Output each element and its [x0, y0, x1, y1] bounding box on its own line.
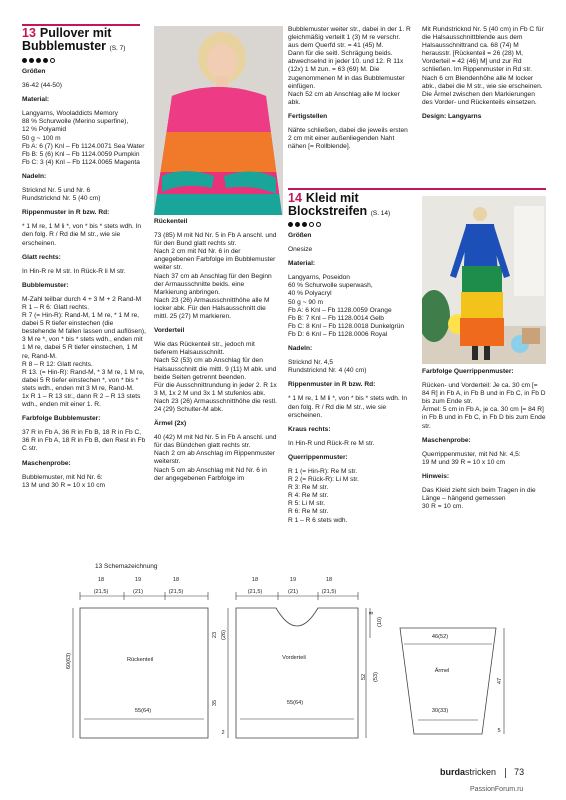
section-heading: Kraus rechts: — [288, 425, 331, 433]
pattern-13-title-line1: Pullover mit — [39, 26, 112, 40]
section-heading: Rückenteil — [154, 218, 188, 225]
front-top-left-2: (21,5) — [247, 589, 263, 595]
back-bottom: 55(64) — [134, 708, 152, 714]
difficulty-dot — [43, 58, 48, 63]
sleeve-height: 47 — [497, 677, 503, 685]
front-total-2: (53) — [373, 672, 379, 682]
instruction-text: R 1 (= Hin-R): Re M str. R 2 (= Rück-R): Li M str. R 3: Re M str. R 4: Re M str. R 5: Li M str. R 6: Re M str. R 1 – R 6 stets wdh. — [288, 467, 359, 524]
difficulty-dot — [288, 222, 293, 227]
pullover-photo — [154, 26, 283, 215]
instruction-text: In Hin-R und Rück-R re M str. — [288, 439, 375, 447]
front-top-mid-2: (21) — [288, 589, 298, 595]
section-heading: Material: — [22, 96, 50, 104]
instruction-text: 40 (42) M mit Nd Nr. 5 in Fb A anschl. und für das Bündchen glatt rechts str. Nach 2 cm ab Anschlag im Rippenmuster weiterstr. Nach 5 cm ab Anschlag mit Nd Nr. 6 in der angegebenen Farbfolge im — [154, 434, 277, 482]
pullover-column-3 — [288, 26, 412, 157]
front-top-left: 18 — [251, 577, 259, 583]
page-footer — [440, 767, 524, 778]
section-heading: Farbfolge Bubblemuster: — [22, 415, 101, 423]
difficulty-dot — [29, 58, 34, 63]
front-bottom: 55(64) — [286, 700, 304, 706]
section-heading: Maschenprobe: — [422, 436, 471, 444]
section-heading: Größen — [22, 68, 46, 75]
section-heading: Farbfolge Querrippenmuster: — [422, 368, 514, 375]
instruction-text: * 1 M re, 1 M li *, von * bis * stets wdh. In den folg. R / Rd die M str., wie sie erscheinen. — [288, 395, 408, 419]
front-armhole: 23 — [212, 631, 218, 639]
pattern-14-page-ref: (S. 14) — [370, 210, 391, 217]
pattern-14-title-line2: Blockstreifen — [288, 204, 368, 218]
back-top-left-2: (21,5) — [93, 589, 109, 595]
pattern-13-page-ref: (S. 7) — [109, 45, 126, 52]
section-heading: Nadeln: — [288, 345, 313, 353]
pullover-column-1 — [22, 68, 146, 496]
difficulty-rating-14 — [288, 222, 321, 227]
difficulty-dot — [316, 222, 321, 227]
difficulty-dot — [302, 222, 307, 227]
watermark-text: PassionForum.ru — [470, 786, 524, 793]
difficulty-dot — [309, 222, 314, 227]
front-side: 35 — [212, 699, 218, 707]
back-top-right: 18 — [172, 577, 180, 583]
back-top-left: 18 — [97, 577, 105, 583]
back-top-right-2: (21,5) — [168, 589, 184, 595]
front-total: 52 — [361, 673, 367, 681]
section-heading: Rippenmuster in R bzw. Rd: — [22, 209, 110, 217]
back-top-mid: 19 — [134, 577, 142, 583]
front-armhole-2: (26) — [221, 630, 227, 640]
back-top-mid-2: (21) — [133, 589, 143, 595]
instruction-text: Mit Rundstricknd Nr. 5 (40 cm) in Fb C für die Halsausschnittblende aus dem Halsausschnittrand ca. 68 (74) M herausstr. [Rückenteil = 26 (28) M, Vorderteil = 42 (46) M] und zur Rd schließen. Im Rippenmuster in Rd str. Nach 6 cm Blendenhöhe alle M locker abk., dabei die M str., wie sie erscheinen. Die Ärmel zwischen den Markierungen des Vorder- und Rückenteils einsetzen. — [422, 26, 544, 106]
instruction-text: Onesize — [288, 246, 313, 254]
instruction-text: Das Kleid zieht sich beim Tragen in die Länge – hängend gemessen 30 R = 10 cm. — [422, 487, 536, 511]
instruction-text: Langyarns, Poseidon 60 % Schurwolle superwash, 40 % Polyacryl 50 g ~ 90 m Fb A: 6 Knl – Fb 1128.0059 Orange Fb B: 7 Knl – Fb 1128.0014 Gelb Fb C: 8 Knl – Fb 1128.0018 Dunkelgrün Fb D: 6 Knl – Fb 1128.0006 Royal — [288, 274, 405, 338]
front-hem: 2 — [221, 730, 225, 736]
section-heading: Fertigstellen — [288, 112, 328, 120]
instruction-text: In Hin-R re M str. In Rück-R li M str. — [22, 267, 126, 275]
front-piece-label: Vorderteil — [282, 655, 306, 661]
front-top-mid: 19 — [289, 577, 297, 583]
schema-label: 13 Schemazeichnung — [95, 563, 158, 570]
difficulty-dot — [36, 58, 41, 63]
section-heading: Design: Langyarns — [422, 112, 482, 120]
instruction-text: Stricknd Nr. 5 und Nr. 6 Rundstricknd Nr. 5 (40 cm) — [22, 187, 101, 203]
instruction-text: 36-42 (44-50) — [22, 82, 62, 90]
pattern-13-number: 13 — [22, 26, 36, 40]
pattern-14-number: 14 — [288, 191, 302, 205]
section-heading: Glatt rechts: — [22, 253, 61, 261]
section-heading: Material: — [288, 260, 316, 268]
section-heading: Nadeln: — [22, 172, 47, 180]
instruction-text: Rücken- und Vorderteil: Je ca. 30 cm [= 84 R] in Fb A, in Fb B und in Fb C, in Fb D bis zum Ende str. Ärmel: 5 cm in Fb A, je ca. 30 cm [= 84 R] in Fb B und in Fb C, in Fb D bis zum Ende str. — [422, 382, 546, 430]
instruction-text: M-Zahl teilbar durch 4 + 3 M + 2 Rand-M R 1 – R 6: Glatt rechts. R 7 (= Hin-R): Rand-M, 1 M re, * 1 M re, dabei 5 R tiefer einstechen (die bestehende M fallen lassen und auflösen), 3 M re *, von * bis * stets wdh., enden mit 1 M re, dabei 5 R tiefer einstechen, 1 M re, Rand-M. R 8 – R 12: Glatt rechts. R 13. (= Hin-R): Rand-M, * 3 M re, 1 M re, dabei 5 R tiefer einstechen *, von * bis * stets wdh., enden mit 3 M re, Rand-M. 1x R 1 – R 13 str., dann R 2 – R 13 stets wdh., enden mit einer 1. R. — [22, 295, 146, 409]
front-top-right: 18 — [325, 577, 333, 583]
difficulty-dot — [295, 222, 300, 227]
difficulty-dot — [50, 58, 55, 63]
front-top-right-2: (21,5) — [321, 589, 337, 595]
difficulty-dot — [22, 58, 27, 63]
section-heading: Hinweis: — [422, 472, 450, 480]
sleeve-bottom: 30(33) — [431, 708, 449, 714]
instruction-text: * 1 M re, 1 M li *, von * bis * stets wdh. In den folg. R / Rd die M str., wie sie erscheinen. — [22, 223, 142, 247]
instruction-text: 37 R in Fb A, 36 R in Fb B, 18 R in Fb C, 36 R in Fb A, 18 R in Fb B, den Rest in Fb C str. — [22, 429, 146, 453]
pattern-13-title-line2: Bubblemuster — [22, 39, 107, 53]
section-heading: Ärmel (2x) — [154, 420, 187, 428]
kleid-column-3 — [288, 232, 412, 531]
instruction-text: Querrippenmuster, mit Nd Nr. 4,5: 19 M und 39 R = 10 x 10 cm — [422, 450, 521, 466]
sleeve-piece-label: Ärmel — [434, 668, 450, 674]
pullover-photo-image — [154, 26, 283, 215]
page-number: 73 — [514, 767, 525, 777]
instruction-text: Nähte schließen, dabei die jeweils ersten 2 cm mit einer außenliegenden Naht nähen [= Rollblende]. — [288, 127, 408, 151]
pullover-column-4 — [422, 26, 546, 127]
instruction-text: Stricknd Nr. 4,5 Rundstricknd Nr. 4 (40 cm) — [288, 359, 367, 375]
instruction-text: Bubblemuster, mit Nd Nr. 6: 13 M und 30 R = 10 x 10 cm — [22, 473, 106, 489]
sleeve-top: 46(52) — [431, 634, 449, 640]
pattern-14-title — [288, 192, 418, 220]
kleid-column-4 — [422, 368, 546, 517]
pullover-column-2 — [154, 218, 278, 489]
section-heading: Bubblemuster: — [22, 281, 69, 289]
section-heading: Rippenmuster in R bzw. Rd: — [288, 381, 376, 389]
pattern-13-title — [22, 27, 152, 55]
back-piece-label: Rückenteil — [126, 657, 154, 663]
pattern-14-title-line1: Kleid mit — [305, 191, 359, 205]
footer-brand-bold: burda — [440, 767, 466, 777]
sleeve-cuff: 5 — [497, 728, 501, 734]
section-heading: Querrippenmuster: — [288, 453, 348, 461]
back-height: 60(63) — [66, 652, 72, 670]
section-rule-14 — [288, 188, 546, 190]
footer-brand-rest: stricken — [465, 767, 497, 777]
section-heading: Vorderteil — [154, 327, 185, 335]
dress-photo-image — [422, 196, 546, 364]
instruction-text: Wie das Rückenteil str., jedoch mit tieferem Halsausschnitt. Nach 52 (53) cm ab Anschlag für den Halsausschnitt die mittl. 9 (11) M abk. und beide Seiten getrennt beenden. Für die Ausschnittrundung in jeder 2. R 1x 3 M, 1x 2 M und 3x 1 M stufenlos abk. Nach 23 (26) Armausschnitthöhe die restl. 24 (29) Schulter-M abk. — [154, 341, 277, 413]
front-neck: 8 — [369, 611, 375, 615]
section-heading: Maschenprobe: — [22, 459, 71, 467]
front-neck-2: (10) — [377, 617, 383, 627]
instruction-text: 73 (85) M mit Nd Nr. 5 in Fb A anschl. und für den Bund glatt rechts str. Nach 2 cm mit Nd Nr. 6 in der angegebenen Farbfolge im Bubblemuster weiter str. Nach 37 cm ab Anschlag für den Beginn der Armausschnitte beids. eine Markierung anbringen. Nach 23 (26) Armausschnitthöhe alle M locker abk. Für den Halsausschnitt die mittl. 25 (27) M markieren. — [154, 232, 277, 321]
instruction-text: Langyarns, Wooladdicts Memory 88 % Schurwolle (Merino superfine), 12 % Polyamid 50 g ~ 100 m Fb A: 6 (7) Knl – Fb 1124.0071 Sea Water Fb B: 5 (6) Knl – Fb 1124.0059 Pumpkin Fb C: 3 (4) Knl – Fb 1124.0065 Magenta — [22, 110, 145, 166]
instruction-text: Bubblemuster weiter str., dabei in der 1. R gleichmäßig verteilt 1 (3) M re verschr. aus dem Querfd str. = 41 (45) M. Dann für die seitl. Schrägung beids. abwechselnd in jeder 10. und 12. R 11x (12x) 1 M zun. = 63 (69) M. Die zugenommenen M in das Bubblemuster einfügen. Nach 52 cm ab Anschlag alle M locker abk. — [288, 26, 411, 106]
dress-photo — [422, 196, 546, 364]
section-heading: Größen — [288, 232, 312, 239]
difficulty-rating-13 — [22, 58, 55, 63]
